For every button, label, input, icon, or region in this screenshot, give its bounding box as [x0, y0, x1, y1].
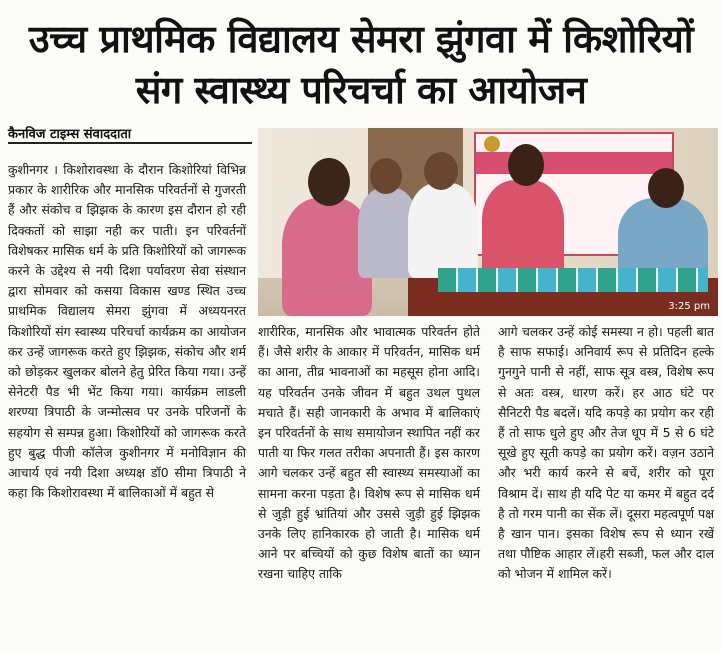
column-1-text: कुशीनगर । किशोरावस्था के दौरान किशोरियां विभिन्न प्रकार के शारीरिक और मानसिक परिवर्तनों से गुजरती हैं और संकोच व झिझक के कारण इस दौरान हो रही दिक्कतों को साझा नही कर पाती। इन परिवर्तनों विशेषकर मासिक धर्म के प्रति किशोरियों को जागरूक करने के उद्देश्य से नयी दिशा पर्यावरण सेवा संस्थान द्वारा सोमवार को कसया विकास खण्ड स्थित उच्च प्राथमिक विद्यालय सेमरा झुंगवा में अध्ययनरत किशोरियों संग स्वास्थ्य परिचर्चा कार्यक्रम का आयोजन कर उन्हें जागरूक करते हुए झिझक, संकोच और शर्म को छोड़कर खुलकर बोलने हेतु प्रेरित किया गया। उन्हें सेनेटरी पैड भी भेंट किया गया। कार्यक्रम लाडली शरण्या त्रिपाठी के जन्मोत्सव पर उनके परिजनों के सहयोग से सम्पन्न हुआ। किशोरियों को जागरूक करते हुए बुद्ध पीजी कॉलेज कुशीनगर में मनोविज्ञान की आचार्य एवं नयी दिशा अध्यक्ष डॉ0 सीमा त्रिपाठी ने कहा कि किशोरावस्था में बालिकाओं में बहुत से: [8, 162, 246, 501]
article-column-2: [258, 322, 480, 585]
photo-person-girl-head: [308, 158, 350, 206]
photo-person-man-2: [408, 183, 478, 278]
article-headline: [0, 14, 722, 116]
photo-person-man-1-head: [370, 158, 402, 194]
banner-logo-icon: [484, 136, 500, 152]
byline: कैनविज टाइम्स संवाददाता: [8, 127, 132, 142]
news-photo: [258, 128, 718, 316]
photo-person-man-2-head: [424, 152, 458, 190]
photo-person-woman-1: [482, 180, 564, 280]
headline-line-1: उच्च प्राथमिक विद्यालय सेमरा झुंगवा में किशोरियों: [28, 17, 694, 61]
column-3-text: आगे चलकर उन्हें कोई समस्या न हो। पहली बात है साफ सफाई। अनिवार्य रूप से प्रतिदिन हल्के गुनगुने पानी से नहीं, साफ सूत्र वस्त्र, विशेष रूप से अतः वस्त्र, धारण करें। हर आठ घंटे पर सैनिटरी पैड बदलें। यदि कपड़े का प्रयोग कर रही हैं तो साफ धुले हुए और तेज धूप में 5 से 6 घंटे सूखे हुए सूती कपड़े का प्रयोग करें। वज़न उठाने और भरी कार्य करने से बचें, शरीर को पूरा विश्राम दें। साथ ही यदि पेट या कमर में बहुत दर्द है तो गरम पानी का सेंक लें। दूसरा महत्वपूर्ण पक्ष है खान पान। इसका विशेष रूप से ध्यान रखें तथा पौष्टिक आहार लें।हरी सब्जी, फल और दाल को भोजन में शामिल करें।: [498, 324, 714, 582]
photo-timestamp: 3:25 pm: [668, 301, 710, 312]
photo-person-woman-1-head: [508, 144, 544, 186]
column-2-text: शारीरिक, मानसिक और भावात्मक परिवर्तन होते हैं। जैसे शरीर के आकार में परिवर्तन, मासिक धर्म का आना, तीव्र भावनाओं का महसूस होना आदि। यह परिवर्तन उनके जीवन में बहुत उथल पुथल मचाते हैं। सही जानकारी के अभाव में बालिकाएं इन परिवर्तनों के साथ समायोजन स्थापित नहीं कर पाती या फिर गलत तरीका अपनाती हैं। इस कारण आगे चलकर उन्हें बहुत सी स्वास्थ्य समस्याओं का सामना करना पड़ता है। विशेष रूप से मासिक धर्म से जुड़ी हुई भ्रांतियां और उससे जुड़ी हुई झिझक उनके लिए हानिकारक हो जाती है। मासिक धर्म आने पर बच्चियों को कुछ विशेष बातों का ध्यान रखना चाहिए ताकि: [258, 324, 480, 582]
byline-underline: [8, 142, 252, 144]
photo-sanitary-pad-packets: [438, 268, 708, 292]
article-column-1: [8, 160, 246, 503]
photo-person-woman-2-head: [648, 168, 684, 208]
banner-band: [476, 152, 672, 174]
headline-line-2: संग स्वास्थ्य परिचर्चा का आयोजन: [135, 68, 587, 112]
article-column-3: [498, 322, 714, 585]
